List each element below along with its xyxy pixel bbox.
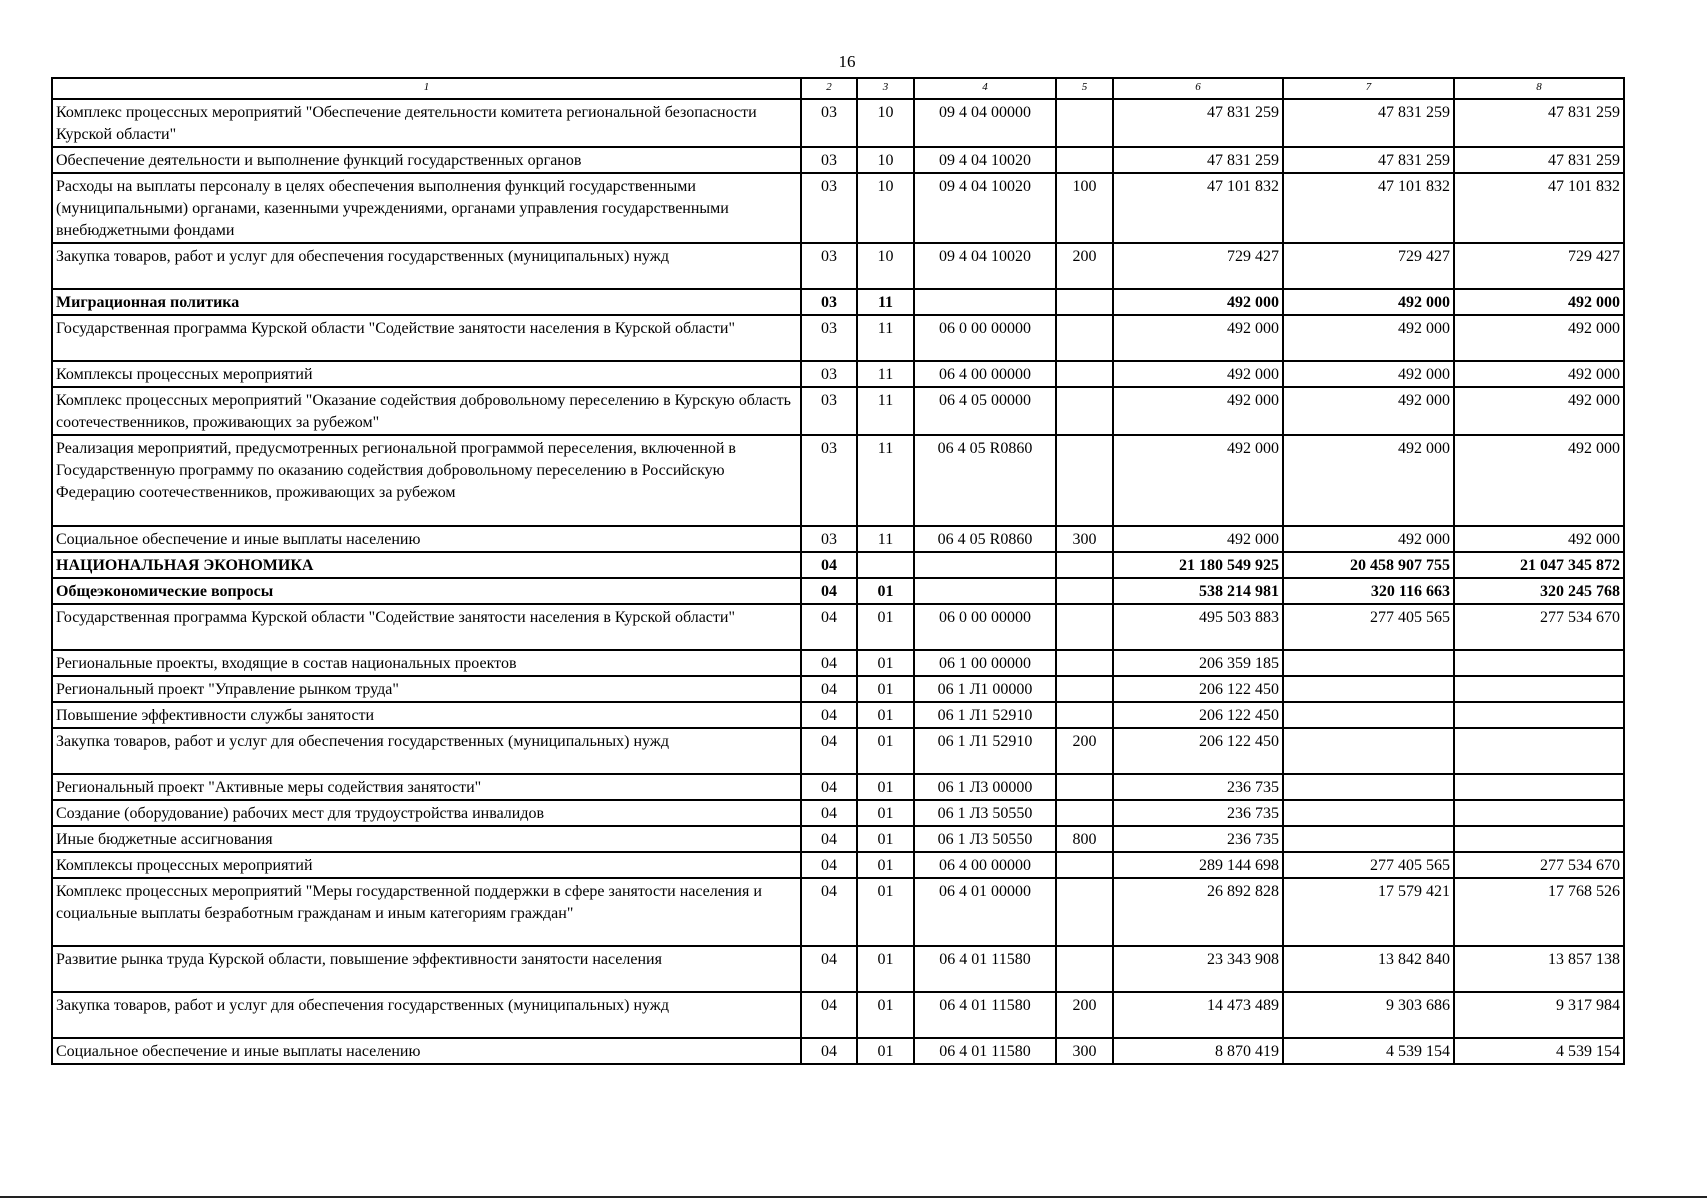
section-code: 04 [801, 800, 857, 826]
table-row [52, 578, 1624, 604]
target-article-code: 06 1 Л3 50550 [914, 800, 1056, 826]
amount-col-6: 538 214 981 [1113, 578, 1283, 604]
expense-type-code: 300 [1056, 1038, 1113, 1064]
amount-col-7: 47 831 259 [1283, 147, 1454, 173]
row-name: Закупка товаров, работ и услуг для обеспечения государственных (муниципальных) нужд [52, 728, 801, 774]
expense-type-code: 300 [1056, 526, 1113, 552]
amount-col-6: 492 000 [1113, 387, 1283, 435]
table-row [52, 315, 1624, 361]
subsection-code: 11 [857, 289, 914, 315]
expense-type-code: 200 [1056, 728, 1113, 774]
subsection-code: 01 [857, 946, 914, 992]
target-article-code: 06 1 Л3 00000 [914, 774, 1056, 800]
amount-col-7: 492 000 [1283, 361, 1454, 387]
amount-col-8: 492 000 [1454, 361, 1624, 387]
amount-col-7: 729 427 [1283, 243, 1454, 289]
subsection-code [857, 552, 914, 578]
target-article-code: 09 4 04 10020 [914, 243, 1056, 289]
row-name: Комплексы процессных мероприятий [52, 852, 801, 878]
target-article-code: 06 4 05 R0860 [914, 435, 1056, 526]
amount-col-7: 492 000 [1283, 315, 1454, 361]
target-article-code: 06 4 01 11580 [914, 946, 1056, 992]
row-name: Миграционная политика [52, 289, 801, 315]
amount-col-8 [1454, 826, 1624, 852]
target-article-code: 06 0 00 00000 [914, 315, 1056, 361]
row-name: Региональный проект "Управление рынком труда" [52, 676, 801, 702]
section-code: 04 [801, 702, 857, 728]
row-name: Закупка товаров, работ и услуг для обеспечения государственных (муниципальных) нужд [52, 243, 801, 289]
subsection-code: 11 [857, 315, 914, 361]
amount-col-7 [1283, 676, 1454, 702]
amount-col-7: 9 303 686 [1283, 992, 1454, 1038]
target-article-code: 06 1 00 00000 [914, 650, 1056, 676]
table-row [52, 676, 1624, 702]
subsection-code: 01 [857, 578, 914, 604]
section-code: 03 [801, 435, 857, 526]
amount-col-6: 495 503 883 [1113, 604, 1283, 650]
subsection-code: 01 [857, 852, 914, 878]
table-row [52, 946, 1624, 992]
subsection-code: 10 [857, 147, 914, 173]
budget-table [51, 77, 1625, 1065]
expense-type-code [1056, 774, 1113, 800]
row-name: Социальное обеспечение и иные выплаты населению [52, 526, 801, 552]
subsection-code: 10 [857, 99, 914, 147]
section-code: 04 [801, 1038, 857, 1064]
table-row [52, 173, 1624, 243]
table-row [52, 243, 1624, 289]
amount-col-6: 206 122 450 [1113, 728, 1283, 774]
subsection-code: 01 [857, 1038, 914, 1064]
amount-col-7 [1283, 702, 1454, 728]
amount-col-8 [1454, 774, 1624, 800]
amount-col-6: 492 000 [1113, 315, 1283, 361]
amount-col-7: 277 405 565 [1283, 852, 1454, 878]
amount-col-8: 21 047 345 872 [1454, 552, 1624, 578]
target-article-code: 06 4 00 00000 [914, 852, 1056, 878]
subsection-code: 01 [857, 702, 914, 728]
subsection-code: 10 [857, 173, 914, 243]
row-name: Комплекс процессных мероприятий "Меры государственной поддержки в сфере занятости населения и социальные выплаты безработным гражданам и иным категориям граждан" [52, 878, 801, 946]
column-number-row [52, 78, 1624, 99]
target-article-code: 06 4 00 00000 [914, 361, 1056, 387]
target-article-code: 06 1 Л3 50550 [914, 826, 1056, 852]
column-header: 1 [52, 78, 801, 99]
target-article-code: 06 4 01 00000 [914, 878, 1056, 946]
row-name: Создание (оборудование) рабочих мест для трудоустройства инвалидов [52, 800, 801, 826]
row-name: Обеспечение деятельности и выполнение функций государственных органов [52, 147, 801, 173]
subsection-code: 11 [857, 526, 914, 552]
section-code: 03 [801, 315, 857, 361]
table-row [52, 702, 1624, 728]
row-name: Социальное обеспечение и иные выплаты населению [52, 1038, 801, 1064]
column-header: 4 [914, 78, 1056, 99]
table-row [52, 992, 1624, 1038]
table-row [52, 526, 1624, 552]
amount-col-7: 47 101 832 [1283, 173, 1454, 243]
column-header: 5 [1056, 78, 1113, 99]
expense-type-code [1056, 361, 1113, 387]
amount-col-6: 492 000 [1113, 526, 1283, 552]
target-article-code: 06 1 Л1 52910 [914, 728, 1056, 774]
table-row [52, 99, 1624, 147]
section-code: 03 [801, 289, 857, 315]
row-name: Комплекс процессных мероприятий "Оказание содействия добровольному переселению в Курскую область соотечественников, проживающих за рубежом" [52, 387, 801, 435]
page-number: 16 [838, 52, 856, 71]
expense-type-code [1056, 800, 1113, 826]
target-article-code: 06 1 Л1 00000 [914, 676, 1056, 702]
target-article-code: 06 4 01 11580 [914, 992, 1056, 1038]
amount-col-6: 236 735 [1113, 826, 1283, 852]
expense-type-code: 100 [1056, 173, 1113, 243]
amount-col-8: 9 317 984 [1454, 992, 1624, 1038]
expense-type-code [1056, 946, 1113, 992]
table-row [52, 435, 1624, 526]
amount-col-6: 492 000 [1113, 361, 1283, 387]
subsection-code: 11 [857, 387, 914, 435]
amount-col-8 [1454, 676, 1624, 702]
amount-col-6: 47 101 832 [1113, 173, 1283, 243]
subsection-code: 10 [857, 243, 914, 289]
column-header: 3 [857, 78, 914, 99]
section-code: 04 [801, 676, 857, 702]
amount-col-7 [1283, 800, 1454, 826]
column-header: 2 [801, 78, 857, 99]
amount-col-7: 4 539 154 [1283, 1038, 1454, 1064]
expense-type-code [1056, 578, 1113, 604]
section-code: 04 [801, 992, 857, 1038]
amount-col-7 [1283, 774, 1454, 800]
amount-col-7: 17 579 421 [1283, 878, 1454, 946]
amount-col-6: 21 180 549 925 [1113, 552, 1283, 578]
table-row [52, 800, 1624, 826]
target-article-code [914, 552, 1056, 578]
subsection-code: 11 [857, 361, 914, 387]
row-name: Общеэкономические вопросы [52, 578, 801, 604]
page-bottom-edge [0, 1196, 1707, 1198]
amount-col-8 [1454, 650, 1624, 676]
target-article-code: 06 0 00 00000 [914, 604, 1056, 650]
section-code: 04 [801, 728, 857, 774]
section-code: 04 [801, 604, 857, 650]
amount-col-7: 492 000 [1283, 387, 1454, 435]
amount-col-6: 206 122 450 [1113, 702, 1283, 728]
amount-col-7 [1283, 826, 1454, 852]
row-name: Государственная программа Курской области "Содействие занятости населения в Курской области" [52, 315, 801, 361]
target-article-code: 06 4 05 00000 [914, 387, 1056, 435]
expense-type-code [1056, 289, 1113, 315]
target-article-code [914, 289, 1056, 315]
table-row [52, 552, 1624, 578]
section-code: 03 [801, 387, 857, 435]
expense-type-code [1056, 435, 1113, 526]
expense-type-code [1056, 147, 1113, 173]
amount-col-7: 320 116 663 [1283, 578, 1454, 604]
section-code: 04 [801, 878, 857, 946]
amount-col-6: 492 000 [1113, 289, 1283, 315]
subsection-code: 01 [857, 878, 914, 946]
amount-col-8: 729 427 [1454, 243, 1624, 289]
table-row [52, 361, 1624, 387]
table-row [52, 774, 1624, 800]
subsection-code: 01 [857, 650, 914, 676]
target-article-code [914, 578, 1056, 604]
amount-col-6: 8 870 419 [1113, 1038, 1283, 1064]
amount-col-8: 47 101 832 [1454, 173, 1624, 243]
amount-col-6: 26 892 828 [1113, 878, 1283, 946]
column-header: 7 [1283, 78, 1454, 99]
amount-col-8: 492 000 [1454, 387, 1624, 435]
section-code: 04 [801, 650, 857, 676]
amount-col-8: 492 000 [1454, 315, 1624, 361]
amount-col-6: 236 735 [1113, 800, 1283, 826]
table-row [52, 878, 1624, 946]
column-header: 6 [1113, 78, 1283, 99]
amount-col-6: 729 427 [1113, 243, 1283, 289]
amount-col-6: 206 359 185 [1113, 650, 1283, 676]
row-name: НАЦИОНАЛЬНАЯ ЭКОНОМИКА [52, 552, 801, 578]
table-row [52, 289, 1624, 315]
amount-col-6: 492 000 [1113, 435, 1283, 526]
amount-col-8: 47 831 259 [1454, 147, 1624, 173]
section-code: 03 [801, 243, 857, 289]
amount-col-8: 277 534 670 [1454, 852, 1624, 878]
table-row [52, 147, 1624, 173]
amount-col-7: 47 831 259 [1283, 99, 1454, 147]
row-name: Комплекс процессных мероприятий "Обеспечение деятельности комитета региональной безопасности Курской области" [52, 99, 801, 147]
amount-col-8: 13 857 138 [1454, 946, 1624, 992]
subsection-code: 01 [857, 992, 914, 1038]
subsection-code: 01 [857, 604, 914, 650]
amount-col-8 [1454, 702, 1624, 728]
amount-col-8 [1454, 728, 1624, 774]
section-code: 04 [801, 774, 857, 800]
subsection-code: 01 [857, 676, 914, 702]
section-code: 03 [801, 99, 857, 147]
amount-col-7: 492 000 [1283, 289, 1454, 315]
amount-col-8: 492 000 [1454, 526, 1624, 552]
row-name: Комплексы процессных мероприятий [52, 361, 801, 387]
amount-col-8: 492 000 [1454, 289, 1624, 315]
target-article-code: 06 4 05 R0860 [914, 526, 1056, 552]
row-name: Региональные проекты, входящие в состав национальных проектов [52, 650, 801, 676]
amount-col-6: 236 735 [1113, 774, 1283, 800]
row-name: Государственная программа Курской области "Содействие занятости населения в Курской области" [52, 604, 801, 650]
table-row [52, 728, 1624, 774]
table-row [52, 1038, 1624, 1064]
target-article-code: 09 4 04 00000 [914, 99, 1056, 147]
table-row [52, 604, 1624, 650]
amount-col-8: 320 245 768 [1454, 578, 1624, 604]
amount-col-8 [1454, 800, 1624, 826]
expense-type-code [1056, 878, 1113, 946]
amount-col-6: 289 144 698 [1113, 852, 1283, 878]
amount-col-6: 206 122 450 [1113, 676, 1283, 702]
target-article-code: 06 1 Л1 52910 [914, 702, 1056, 728]
subsection-code: 01 [857, 728, 914, 774]
expense-type-code: 200 [1056, 243, 1113, 289]
subsection-code: 01 [857, 774, 914, 800]
row-name: Реализация мероприятий, предусмотренных региональной программой переселения, включенной в Государственную программу по оказанию содействия добровольному переселению в Российскую Федерацию соотечественников, проживающих за рубежом [52, 435, 801, 526]
expense-type-code [1056, 676, 1113, 702]
expense-type-code [1056, 387, 1113, 435]
amount-col-7: 492 000 [1283, 526, 1454, 552]
expense-type-code [1056, 852, 1113, 878]
section-code: 03 [801, 147, 857, 173]
expense-type-code: 800 [1056, 826, 1113, 852]
amount-col-8: 277 534 670 [1454, 604, 1624, 650]
amount-col-8: 492 000 [1454, 435, 1624, 526]
expense-type-code [1056, 702, 1113, 728]
section-code: 04 [801, 552, 857, 578]
section-code: 03 [801, 361, 857, 387]
target-article-code: 09 4 04 10020 [914, 173, 1056, 243]
amount-col-6: 23 343 908 [1113, 946, 1283, 992]
amount-col-7: 277 405 565 [1283, 604, 1454, 650]
amount-col-7: 13 842 840 [1283, 946, 1454, 992]
section-code: 04 [801, 946, 857, 992]
expense-type-code [1056, 315, 1113, 361]
expense-type-code [1056, 99, 1113, 147]
row-name: Повышение эффективности службы занятости [52, 702, 801, 728]
table-row [52, 387, 1624, 435]
expense-type-code [1056, 552, 1113, 578]
section-code: 04 [801, 826, 857, 852]
amount-col-6: 47 831 259 [1113, 147, 1283, 173]
expense-type-code: 200 [1056, 992, 1113, 1038]
expense-type-code [1056, 650, 1113, 676]
table-row [52, 650, 1624, 676]
budget-table-body [52, 99, 1624, 1064]
column-header: 8 [1454, 78, 1624, 99]
amount-col-7 [1283, 728, 1454, 774]
section-code: 04 [801, 852, 857, 878]
subsection-code: 11 [857, 435, 914, 526]
amount-col-8: 17 768 526 [1454, 878, 1624, 946]
amount-col-6: 47 831 259 [1113, 99, 1283, 147]
row-name: Иные бюджетные ассигнования [52, 826, 801, 852]
section-code: 03 [801, 526, 857, 552]
amount-col-6: 14 473 489 [1113, 992, 1283, 1038]
amount-col-8: 47 831 259 [1454, 99, 1624, 147]
subsection-code: 01 [857, 826, 914, 852]
row-name: Развитие рынка труда Курской области, повышение эффективности занятости населения [52, 946, 801, 992]
target-article-code: 06 4 01 11580 [914, 1038, 1056, 1064]
section-code: 03 [801, 173, 857, 243]
amount-col-7: 492 000 [1283, 435, 1454, 526]
amount-col-7: 20 458 907 755 [1283, 552, 1454, 578]
target-article-code: 09 4 04 10020 [914, 147, 1056, 173]
row-name: Закупка товаров, работ и услуг для обеспечения государственных (муниципальных) нужд [52, 992, 801, 1038]
row-name: Расходы на выплаты персоналу в целях обеспечения выполнения функций государственными (муниципальными) органами, казенными учреждениями, органами управления государственными внебюджетными фондами [52, 173, 801, 243]
table-row [52, 852, 1624, 878]
subsection-code: 01 [857, 800, 914, 826]
expense-type-code [1056, 604, 1113, 650]
row-name: Региональный проект "Активные меры содействия занятости" [52, 774, 801, 800]
table-row [52, 826, 1624, 852]
section-code: 04 [801, 578, 857, 604]
amount-col-7 [1283, 650, 1454, 676]
amount-col-8: 4 539 154 [1454, 1038, 1624, 1064]
